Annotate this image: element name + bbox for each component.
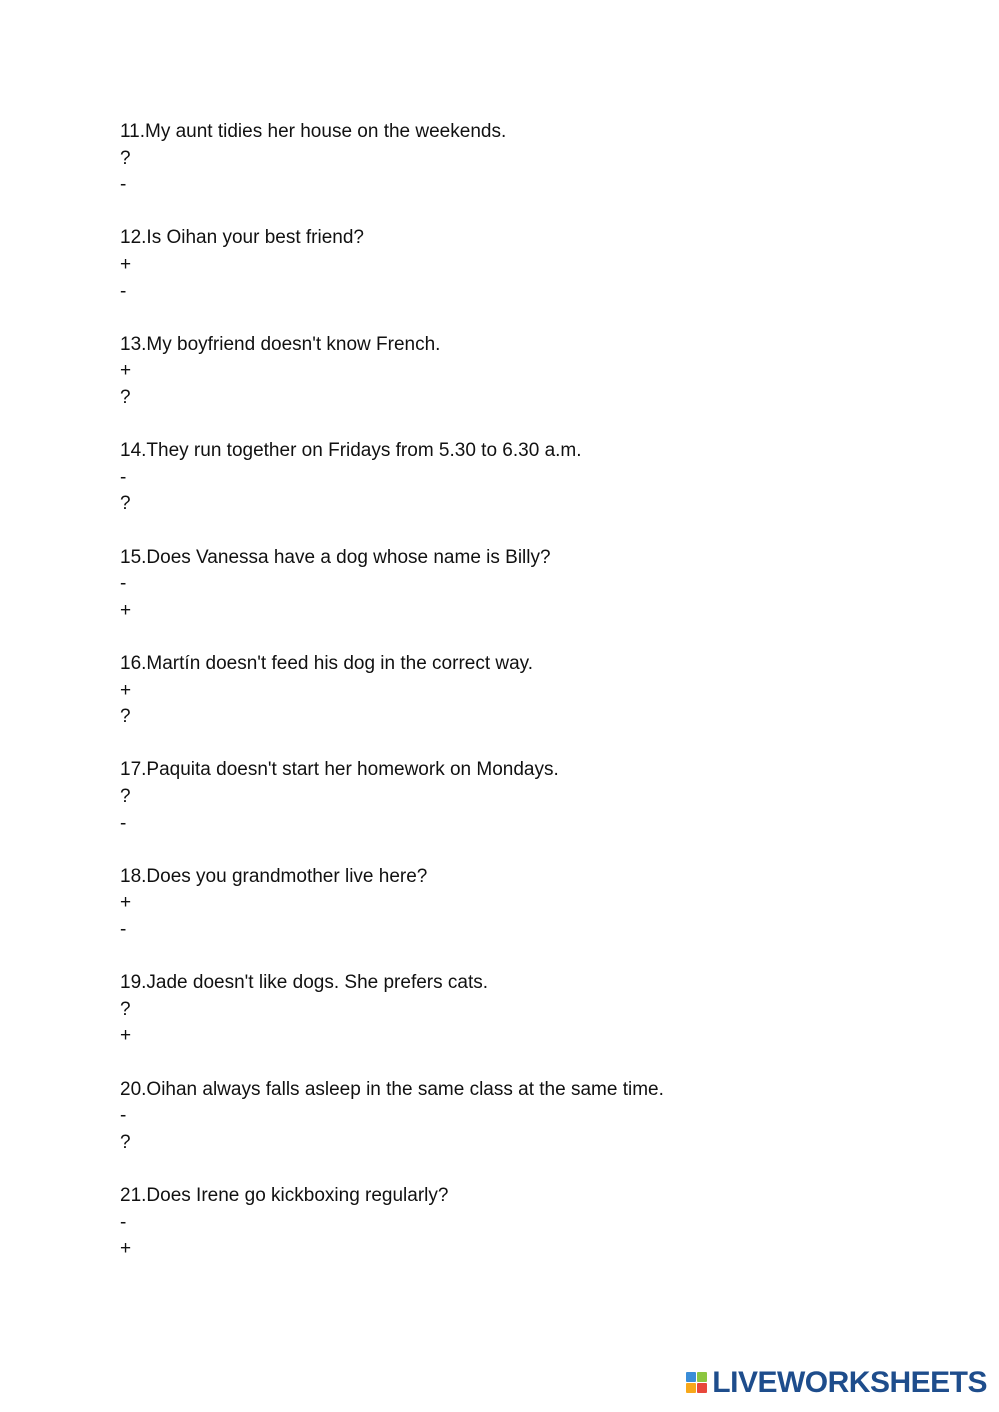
- transform-mark: +: [120, 892, 132, 914]
- exercise-sentence: 14.They run together on Fridays from 5.30 to 6.30 a.m.: [120, 440, 582, 462]
- exercise-item: [120, 545, 880, 651]
- exercise-item: [120, 225, 880, 331]
- logo-block: [697, 1383, 707, 1393]
- transform-mark: -: [120, 466, 127, 488]
- transform-mark: ?: [120, 493, 131, 515]
- exercise-sentence: 13.My boyfriend doesn't know French.: [120, 333, 441, 355]
- transform-mark: -: [120, 573, 127, 595]
- exercise-sentence: 15.Does Vanessa have a dog whose name is Billy?: [120, 546, 551, 568]
- exercise-item: [120, 332, 880, 438]
- transform-mark: +: [120, 1025, 132, 1047]
- logo-block: [686, 1372, 696, 1382]
- transform-mark: -: [120, 1211, 127, 1233]
- transform-mark: ?: [120, 998, 131, 1020]
- transform-mark: +: [120, 1238, 132, 1260]
- exercise-sentence: 11.My aunt tidies her house on the weekends.: [120, 121, 507, 142]
- transform-mark: ?: [120, 147, 131, 169]
- transform-mark: +: [120, 360, 132, 382]
- exercise-sentence: 21.Does Irene go kickboxing regularly?: [120, 1184, 449, 1206]
- exercise-item: [120, 864, 880, 970]
- transform-mark: -: [120, 812, 127, 834]
- logo-block: [686, 1383, 696, 1393]
- transform-mark: -: [120, 280, 127, 302]
- liveworksheets-logo: [686, 1368, 987, 1398]
- exercise-item: [120, 119, 880, 225]
- logo-block: [697, 1372, 707, 1382]
- transform-mark: +: [120, 253, 132, 275]
- exercise-item: [120, 970, 880, 1076]
- exercise-list: [120, 119, 880, 1289]
- transform-mark: -: [120, 174, 127, 196]
- transform-mark: ?: [120, 1131, 131, 1153]
- exercise-sentence: 17.Paquita doesn't start her homework on Mondays.: [120, 759, 559, 781]
- transform-mark: ?: [120, 706, 131, 728]
- exercise-sentence: 20.Oihan always falls asleep in the same class at the same time.: [120, 1078, 664, 1100]
- exercise-sentence: 19.Jade doesn't like dogs. She prefers cats.: [120, 972, 489, 994]
- transform-mark: -: [120, 1105, 127, 1127]
- exercise-sentence: 12.Is Oihan your best friend?: [120, 227, 364, 249]
- exercise-sentence: 18.Does you grandmother live here?: [120, 865, 428, 887]
- transform-mark: ?: [120, 785, 131, 807]
- transform-mark: ?: [120, 386, 131, 408]
- transform-mark: +: [120, 599, 132, 621]
- exercise-item: [120, 757, 880, 863]
- logo-text: LIVEWORKSHEETS: [712, 1366, 987, 1399]
- transform-mark: -: [120, 918, 127, 940]
- exercise-item: [120, 438, 880, 544]
- exercise-item: [120, 1077, 880, 1183]
- logo-blocks-icon: [686, 1372, 708, 1394]
- exercise-item: [120, 651, 880, 757]
- exercise-item: [120, 1183, 880, 1289]
- exercise-sentence: 16.Martín doesn't feed his dog in the correct way.: [120, 652, 534, 674]
- transform-mark: +: [120, 679, 132, 701]
